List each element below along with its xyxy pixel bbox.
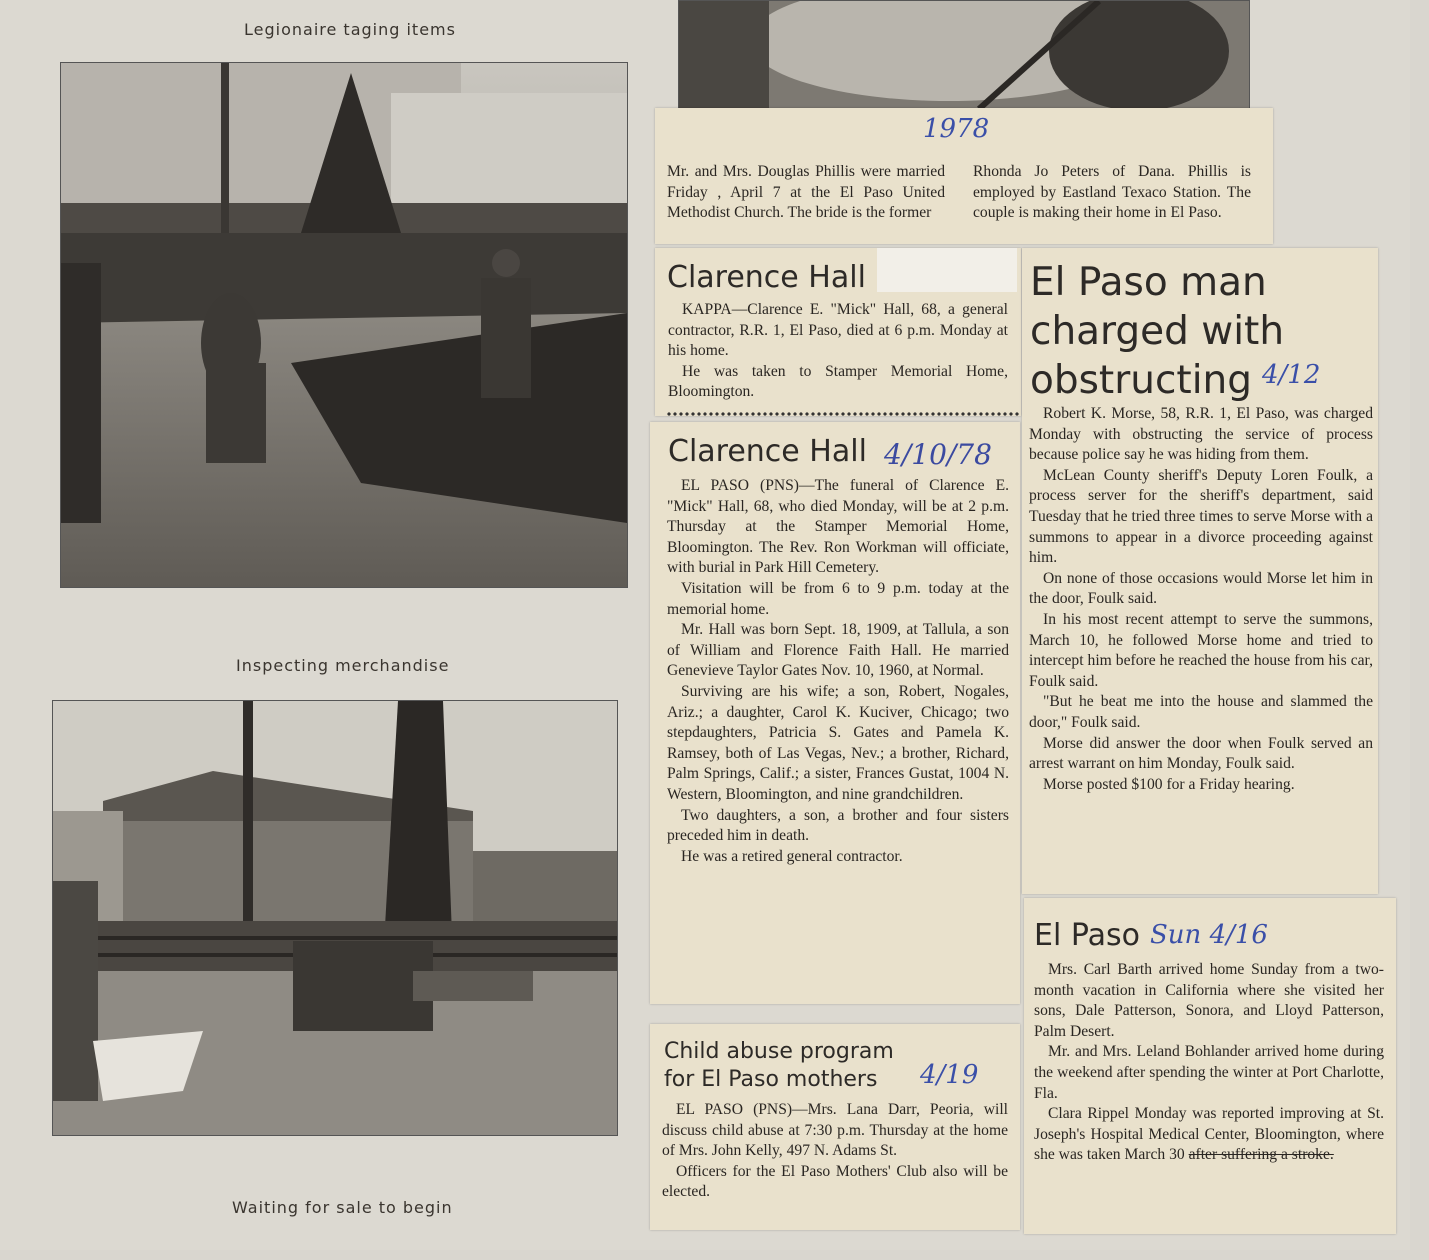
elpaso-paragraph-1: Mrs. Carl Barth arrived home Sunday from a two-month vacation in California where she visited her sons, Dale Patterson, Sonora, and Lloyd Patterson, Palm Desert. bbox=[1034, 961, 1384, 1040]
separator-dots bbox=[666, 410, 1020, 418]
morse-date-handwritten: 4/12 bbox=[1262, 360, 1321, 390]
photo-inspecting-merchandise bbox=[52, 700, 618, 1136]
elpaso-paragraph-3-struck: after suffering a stroke. bbox=[1188, 1146, 1334, 1164]
hall2-paragraph-2: Visitation will be from 6 to 9 p.m. today at the memorial home. bbox=[667, 579, 1009, 618]
morse-paragraph-3: On none of those occasions would Morse let him in the door, Foulk said. bbox=[1029, 569, 1373, 608]
morse-obstructing-clipping bbox=[1022, 248, 1378, 894]
morse-headline: El Paso man charged with obstructing bbox=[1030, 260, 1285, 403]
photo1-caption: Legionaire taging items bbox=[244, 20, 456, 39]
photo-legionaire-tagging bbox=[60, 62, 628, 588]
wedding-text-col1: Mr. and Mrs. Douglas Phillis were married Friday , April 7 at the El Paso United Methodist Church. The bride is the former bbox=[667, 163, 945, 222]
tape-patch bbox=[877, 248, 1017, 292]
wedding-text-col2: Rhonda Jo Peters of Dana. Phillis is employed by Eastland Texaco Station. The couple is making their home in El Paso. bbox=[973, 163, 1251, 222]
el-paso-social-news-clipping bbox=[1024, 898, 1396, 1234]
morse-paragraph-6: Morse did answer the door when Foulk served an arrest warrant on him Monday, Foulk said. bbox=[1029, 734, 1373, 773]
wedding-announcement-clipping bbox=[655, 108, 1273, 244]
elpaso-paragraph-3 bbox=[1034, 1104, 1384, 1166]
photo1-image bbox=[61, 63, 627, 587]
photo2-image bbox=[53, 701, 617, 1135]
elpaso-paragraph-2: Mr. and Mrs. Leland Bohlander arrived home during the weekend after spending the winter at Port Charlotte, Fla. bbox=[1034, 1043, 1384, 1102]
photo2-caption: Inspecting merchandise bbox=[236, 656, 450, 675]
hall2-paragraph-3: Mr. Hall was born Sept. 18, 1909, at Tallula, a son of William and Florence Faith Hall. He married Genevieve Taylor Gates Nov. 10, 1960, at Normal. bbox=[667, 621, 1009, 680]
hall1-paragraph-1: KAPPA—Clarence E. "Mick" Hall, 68, a general contractor, R.R. 1, El Paso, died at 6 p.m. Monday at his home. bbox=[668, 301, 1008, 360]
morse-paragraph-1: Robert K. Morse, 58, R.R. 1, El Paso, was charged Monday with obstructing the service of process because police say he was hiding from them. bbox=[1029, 405, 1373, 464]
hall2-paragraph-5: Two daughters, a son, a brother and four sisters preceded him in death. bbox=[667, 806, 1009, 845]
clarence-hall-death-notice bbox=[655, 248, 1021, 416]
morse-paragraph-2: McLean County sheriff's Deputy Loren Foulk, a process server for the sheriff's department, said Tuesday that he tried three times to serve Morse with a summons to appear in a divorce proceeding against him. bbox=[1029, 466, 1373, 567]
child-headline-line1: Child abuse program bbox=[664, 1039, 894, 1064]
hall1-paragraph-2: He was taken to Stamper Memorial Home, Bloomington. bbox=[668, 362, 1008, 401]
child-abuse-program-clipping bbox=[650, 1024, 1020, 1230]
child-date-handwritten: 4/19 bbox=[920, 1060, 979, 1090]
hall2-headline: Clarence Hall bbox=[668, 434, 867, 469]
wedding-year-handwritten: 1978 bbox=[923, 114, 990, 144]
clarence-hall-funeral-notice bbox=[650, 422, 1020, 1004]
morse-paragraph-4: In his most recent attempt to serve the summons, March 10, he followed Morse home and tried to intercept him before he reached the house from his car, Foulk said. bbox=[1029, 610, 1373, 690]
elpaso-paragraph-3-main: Clara Rippel Monday was reported improving at St. Joseph's Hospital Medical Center, Bloomington, where she was taken March 30 bbox=[1034, 1105, 1384, 1164]
elpaso-headline: El Paso bbox=[1034, 918, 1140, 953]
child-paragraph-2: Officers for the El Paso Mothers' Club also will be elected. bbox=[662, 1162, 1008, 1201]
photo3-caption: Waiting for sale to begin bbox=[232, 1198, 453, 1217]
hall2-paragraph-1: EL PASO (PNS)—The funeral of Clarence E. "Mick" Hall, 68, who died Monday, will be at 2 p.m. Thursday at the Stamper Memorial Home, Bloomington. The Rev. Ron Workman will officiate, with burial in Park Hill Cemetery. bbox=[667, 477, 1009, 577]
hall1-headline: Clarence Hall bbox=[667, 260, 866, 295]
hall2-date-handwritten: 4/10/78 bbox=[884, 438, 992, 471]
top-photo-image bbox=[679, 1, 1249, 109]
child-headline-line2: for El Paso mothers bbox=[664, 1067, 878, 1092]
morse-paragraph-7: Morse posted $100 for a Friday hearing. bbox=[1043, 775, 1295, 793]
child-paragraph-1: EL PASO (PNS)—Mrs. Lana Darr, Peoria, will discuss child abuse at 7:30 p.m. Thursday at the home of Mrs. John Kelly, 497 N. Adams St. bbox=[662, 1101, 1008, 1160]
top-photo-fragment bbox=[678, 0, 1250, 110]
hall2-paragraph-6: He was a retired general contractor. bbox=[681, 847, 903, 865]
hall2-paragraph-4: Surviving are his wife; a son, Robert, Nogales, Ariz.; a daughter, Carol K. Kuciver, Chicago; two stepdaughters, Patricia S. Gates and Pamela K. Ramsey, both of Las Vegas, Nev.; a brother, Richard, Palm Springs, Calif.; a sister, Frances Gustat, 1004 N. Western, Bloomington, and nine grandchildren. bbox=[667, 682, 1009, 803]
elpaso-date-handwritten: Sun 4/16 bbox=[1150, 920, 1268, 950]
morse-paragraph-5: "But he beat me into the house and slammed the door," Foulk said. bbox=[1029, 693, 1373, 731]
